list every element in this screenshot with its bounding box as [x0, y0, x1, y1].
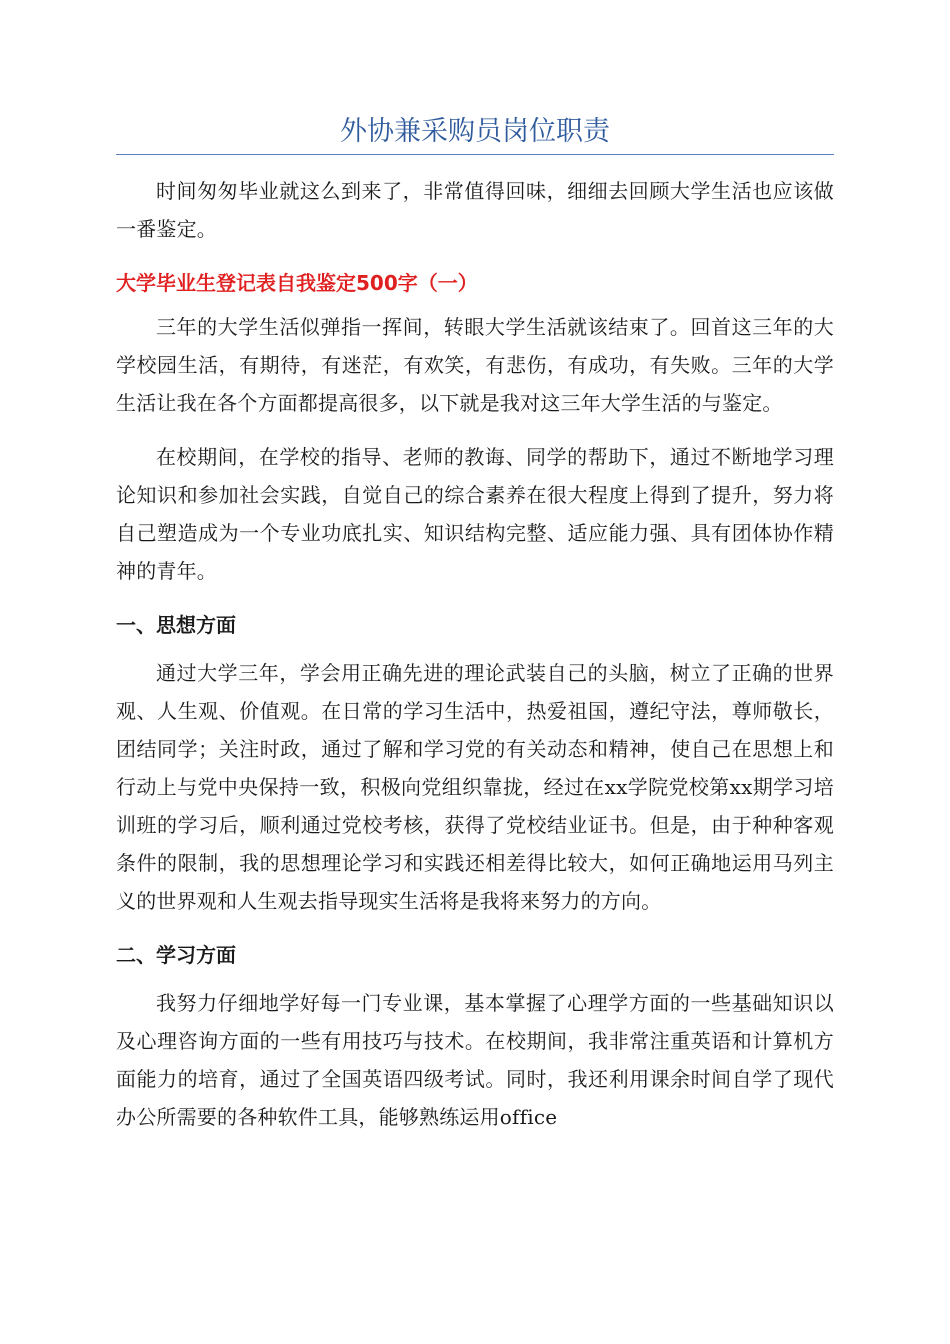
document-body [116, 172, 834, 1152]
paragraph-2: 在校期间，在学校的指导、老师的教诲、同学的帮助下，通过不断地学习理论知识和参加社会实践，自觉自己的综合素养在很大程度上得到了提升，努力将自己塑造成为一个专业功底扎实、知识结构完整、适应能力强、具有团体协作精神的青年。 [116, 445, 834, 583]
heading-thought: 一、思想方面 [116, 613, 236, 637]
heading-study: 二、学习方面 [116, 943, 236, 967]
intro-paragraph: 时间匆匆毕业就这么到来了，非常值得回味，细细去回顾大学生活也应该做一番鉴定。 [116, 179, 834, 241]
paragraph-4: 我努力仔细地学好每一门专业课，基本掌握了心理学方面的一些基础知识以及心理咨询方面的一些有用技巧与技术。在校期间，我非常注重英语和计算机方面能力的培育，通过了全国英语四级考试。同时，我还利用课余时间自学了现代办公所需要的各种软件工具，能够熟练运用office [116, 991, 834, 1129]
document-title: 外协兼采购员岗位职责 [340, 116, 610, 147]
title-underline [116, 154, 834, 155]
section-title: 大学毕业生登记表自我鉴定500字（一） [116, 271, 478, 295]
paragraph-3: 通过大学三年，学会用正确先进的理论武装自己的头脑，树立了正确的世界观、人生观、价值观。在日常的学习生活中，热爱祖国，遵纪守法，尊师敬长，团结同学；关注时政，通过了解和学习党的有关动态和精神，使自己在思想上和行动上与党中央保持一致，积极向党组织靠拢，经过在xx学院党校第xx期学习培训班的学习后，顺利通过党校考核，获得了党校结业证书。但是，由于种种客观条件的限制，我的思想理论学习和实践还相差得比较大，如何正确地运用马列主义的世界观和人生观去指导现实生活将是我将来努力的方向。 [116, 661, 834, 913]
paragraph-1: 三年的大学生活似弹指一挥间，转眼大学生活就该结束了。回首这三年的大学校园生活，有期待，有迷茫，有欢笑，有悲伤，有成功，有失败。三年的大学生活让我在各个方面都提高很多，以下就是我对这三年大学生活的与鉴定。 [116, 315, 834, 415]
document-page [116, 0, 834, 1344]
